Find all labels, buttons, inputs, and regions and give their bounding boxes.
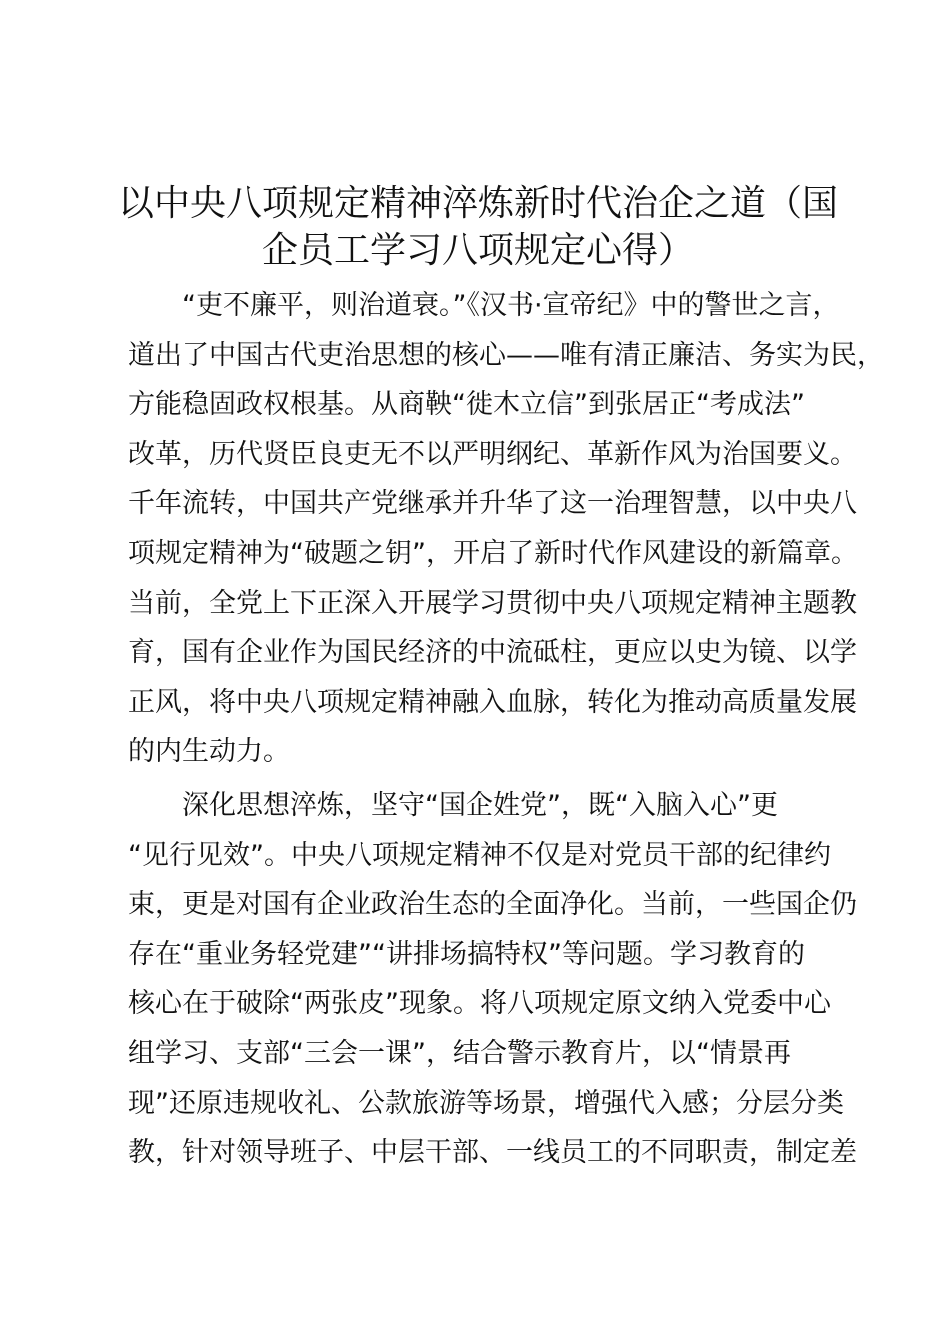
text-line: “见行见效”。中央八项规定精神不仅是对党员干部的纪律约 bbox=[128, 839, 831, 871]
text-line: 方能稳固政权根基。从商鞅“徙木立信”到张居正“考成法” bbox=[128, 389, 805, 421]
document-title bbox=[118, 180, 838, 274]
text-line: 育，国有企业作为国民经济的中流砥柱，更应以史为镜、以学 bbox=[128, 637, 857, 669]
text-line: 千年流转，中国共产党继承并升华了这一治理智慧，以中央八 bbox=[128, 488, 857, 520]
text-line: 深化思想淬炼，坚守“国企姓党”，既“入脑入心”更 bbox=[128, 789, 778, 821]
text-line: 当前，全党上下正深入开展学习贯彻中央八项规定精神主题教 bbox=[128, 587, 857, 619]
paragraph-intro bbox=[128, 281, 884, 777]
text-line: 束，更是对国有企业政治生态的全面净化。当前，一些国企仍 bbox=[128, 889, 857, 921]
text-line: 现”还原违规收礼、公款旅游等场景，增强代入感；分层分类 bbox=[128, 1087, 844, 1119]
text-line: 存在“重业务轻党建”“讲排场搞特权”等问题。学习教育的 bbox=[128, 938, 805, 970]
text-line: 核心在于破除“两张皮”现象。将八项规定原文纳入党委中心 bbox=[128, 988, 831, 1020]
text-line: 组学习、支部“三会一课”，结合警示教育片，以“情景再 bbox=[128, 1037, 791, 1069]
text-line: “吏不廉平，则治道衰。”《汉书·宣帝纪》中的警世之言， bbox=[128, 290, 840, 321]
text-line: 道出了中国古代吏治思想的核心——唯有清正廉洁、务实为民， bbox=[128, 339, 884, 371]
text-line: 改革，历代贤臣良吏无不以严明纲纪、革新作风为治国要义。 bbox=[128, 438, 857, 470]
text-line: 的内生动力。 bbox=[128, 736, 290, 768]
title-line: 企员工学习八项规定心得） bbox=[261, 230, 694, 271]
text-line: 教，针对领导班子、中层干部、一线员工的不同职责，制定差 bbox=[128, 1137, 857, 1169]
document-body bbox=[128, 281, 884, 1178]
title-line: 以中央八项规定精神淬炼新时代治企之道（国 bbox=[118, 183, 839, 224]
paragraph-thought-tempering bbox=[128, 781, 858, 1178]
text-line: 正风，将中央八项规定精神融入血脉，转化为推动高质量发展 bbox=[128, 686, 857, 718]
text-line: 项规定精神为“破题之钥”，开启了新时代作风建设的新篇章。 bbox=[128, 537, 858, 569]
